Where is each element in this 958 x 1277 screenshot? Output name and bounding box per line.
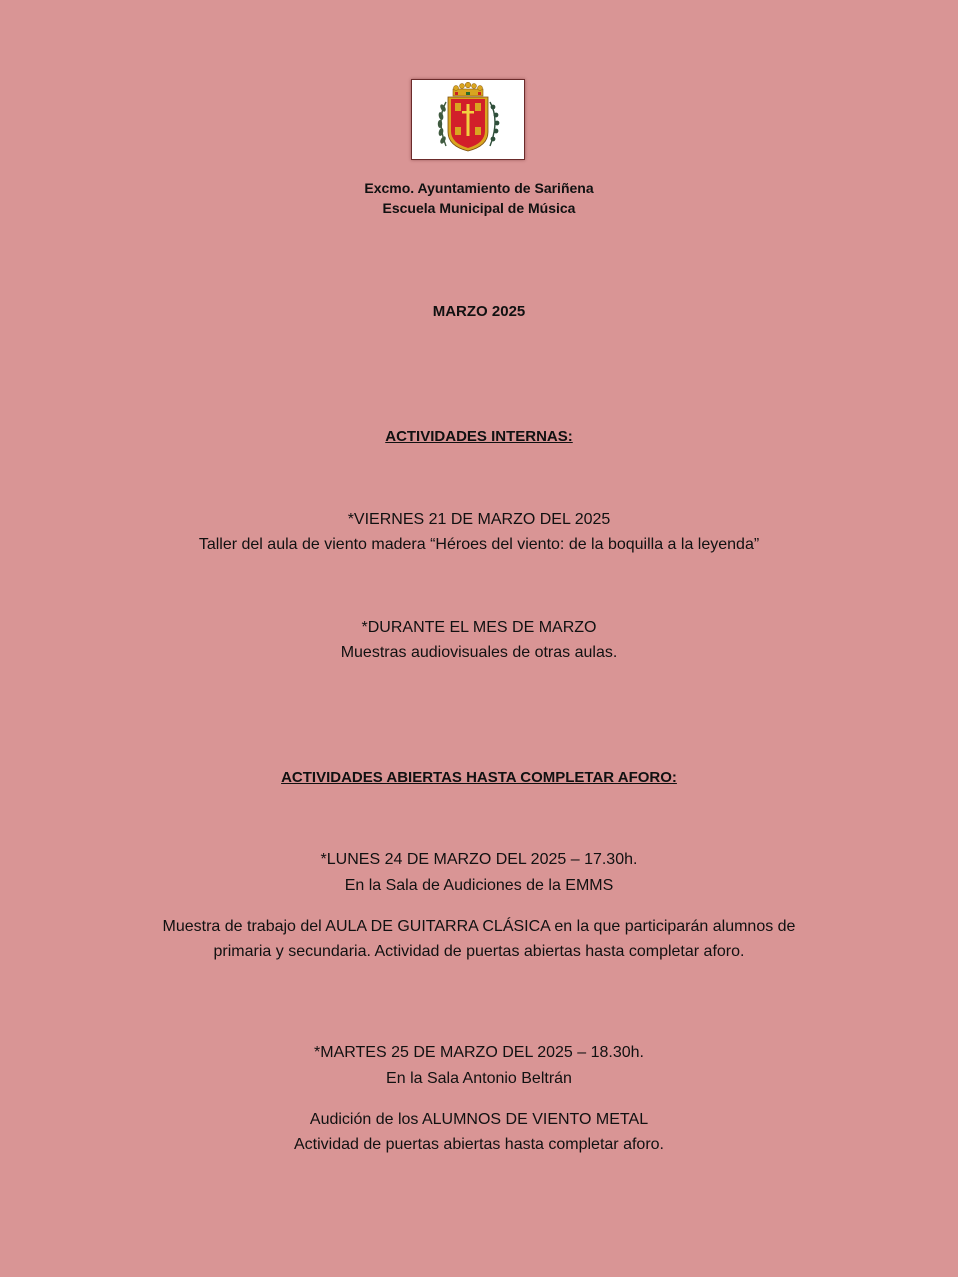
event-date: *MARTES 25 DE MARZO DEL 2025 – 18.30h. — [314, 1044, 644, 1061]
olive-branch-icon — [490, 102, 499, 146]
event-description: Muestras audiovisuales de otras aulas. — [340, 644, 618, 661]
internal-activities-heading: ACTIVIDADES INTERNAS: — [385, 428, 573, 445]
event-description: Taller del aula de viento madera “Héroes del viento: de la boquilla a la leyenda” — [198, 536, 760, 553]
coat-of-arms-logo — [411, 79, 525, 160]
event-date: *LUNES 24 DE MARZO DEL 2025 – 17.30h. — [320, 851, 638, 868]
event-details: Muestra de trabajo del AULA DE GUITARRA CLÁSICA en la que participarán alumnos de — [162, 918, 796, 935]
crown-icon — [453, 82, 483, 96]
event-details: primaria y secundaria. Actividad de puertas abiertas hasta completar aforo. — [213, 943, 745, 960]
shield-icon — [448, 97, 488, 151]
open-activities-heading: ACTIVIDADES ABIERTAS HASTA COMPLETAR AFORO: — [281, 769, 677, 786]
event-details: Actividad de puertas abiertas hasta completar aforo. — [294, 1136, 664, 1153]
laurel-branch-icon — [438, 102, 447, 146]
event-details: Audición de los ALUMNOS DE VIENTO METAL — [309, 1111, 649, 1128]
event-date: *DURANTE EL MES DE MARZO — [361, 619, 597, 636]
coat-of-arms-icon — [412, 80, 524, 159]
school-name: Escuela Municipal de Música — [382, 200, 576, 216]
event-date: *VIERNES 21 DE MARZO DEL 2025 — [347, 511, 611, 528]
event-location: En la Sala Antonio Beltrán — [386, 1070, 572, 1087]
event-location: En la Sala de Audiciones de la EMMS — [344, 877, 614, 894]
institution-name: Excmo. Ayuntamiento de Sariñena — [364, 180, 594, 196]
month-title: MARZO 2025 — [432, 303, 526, 320]
